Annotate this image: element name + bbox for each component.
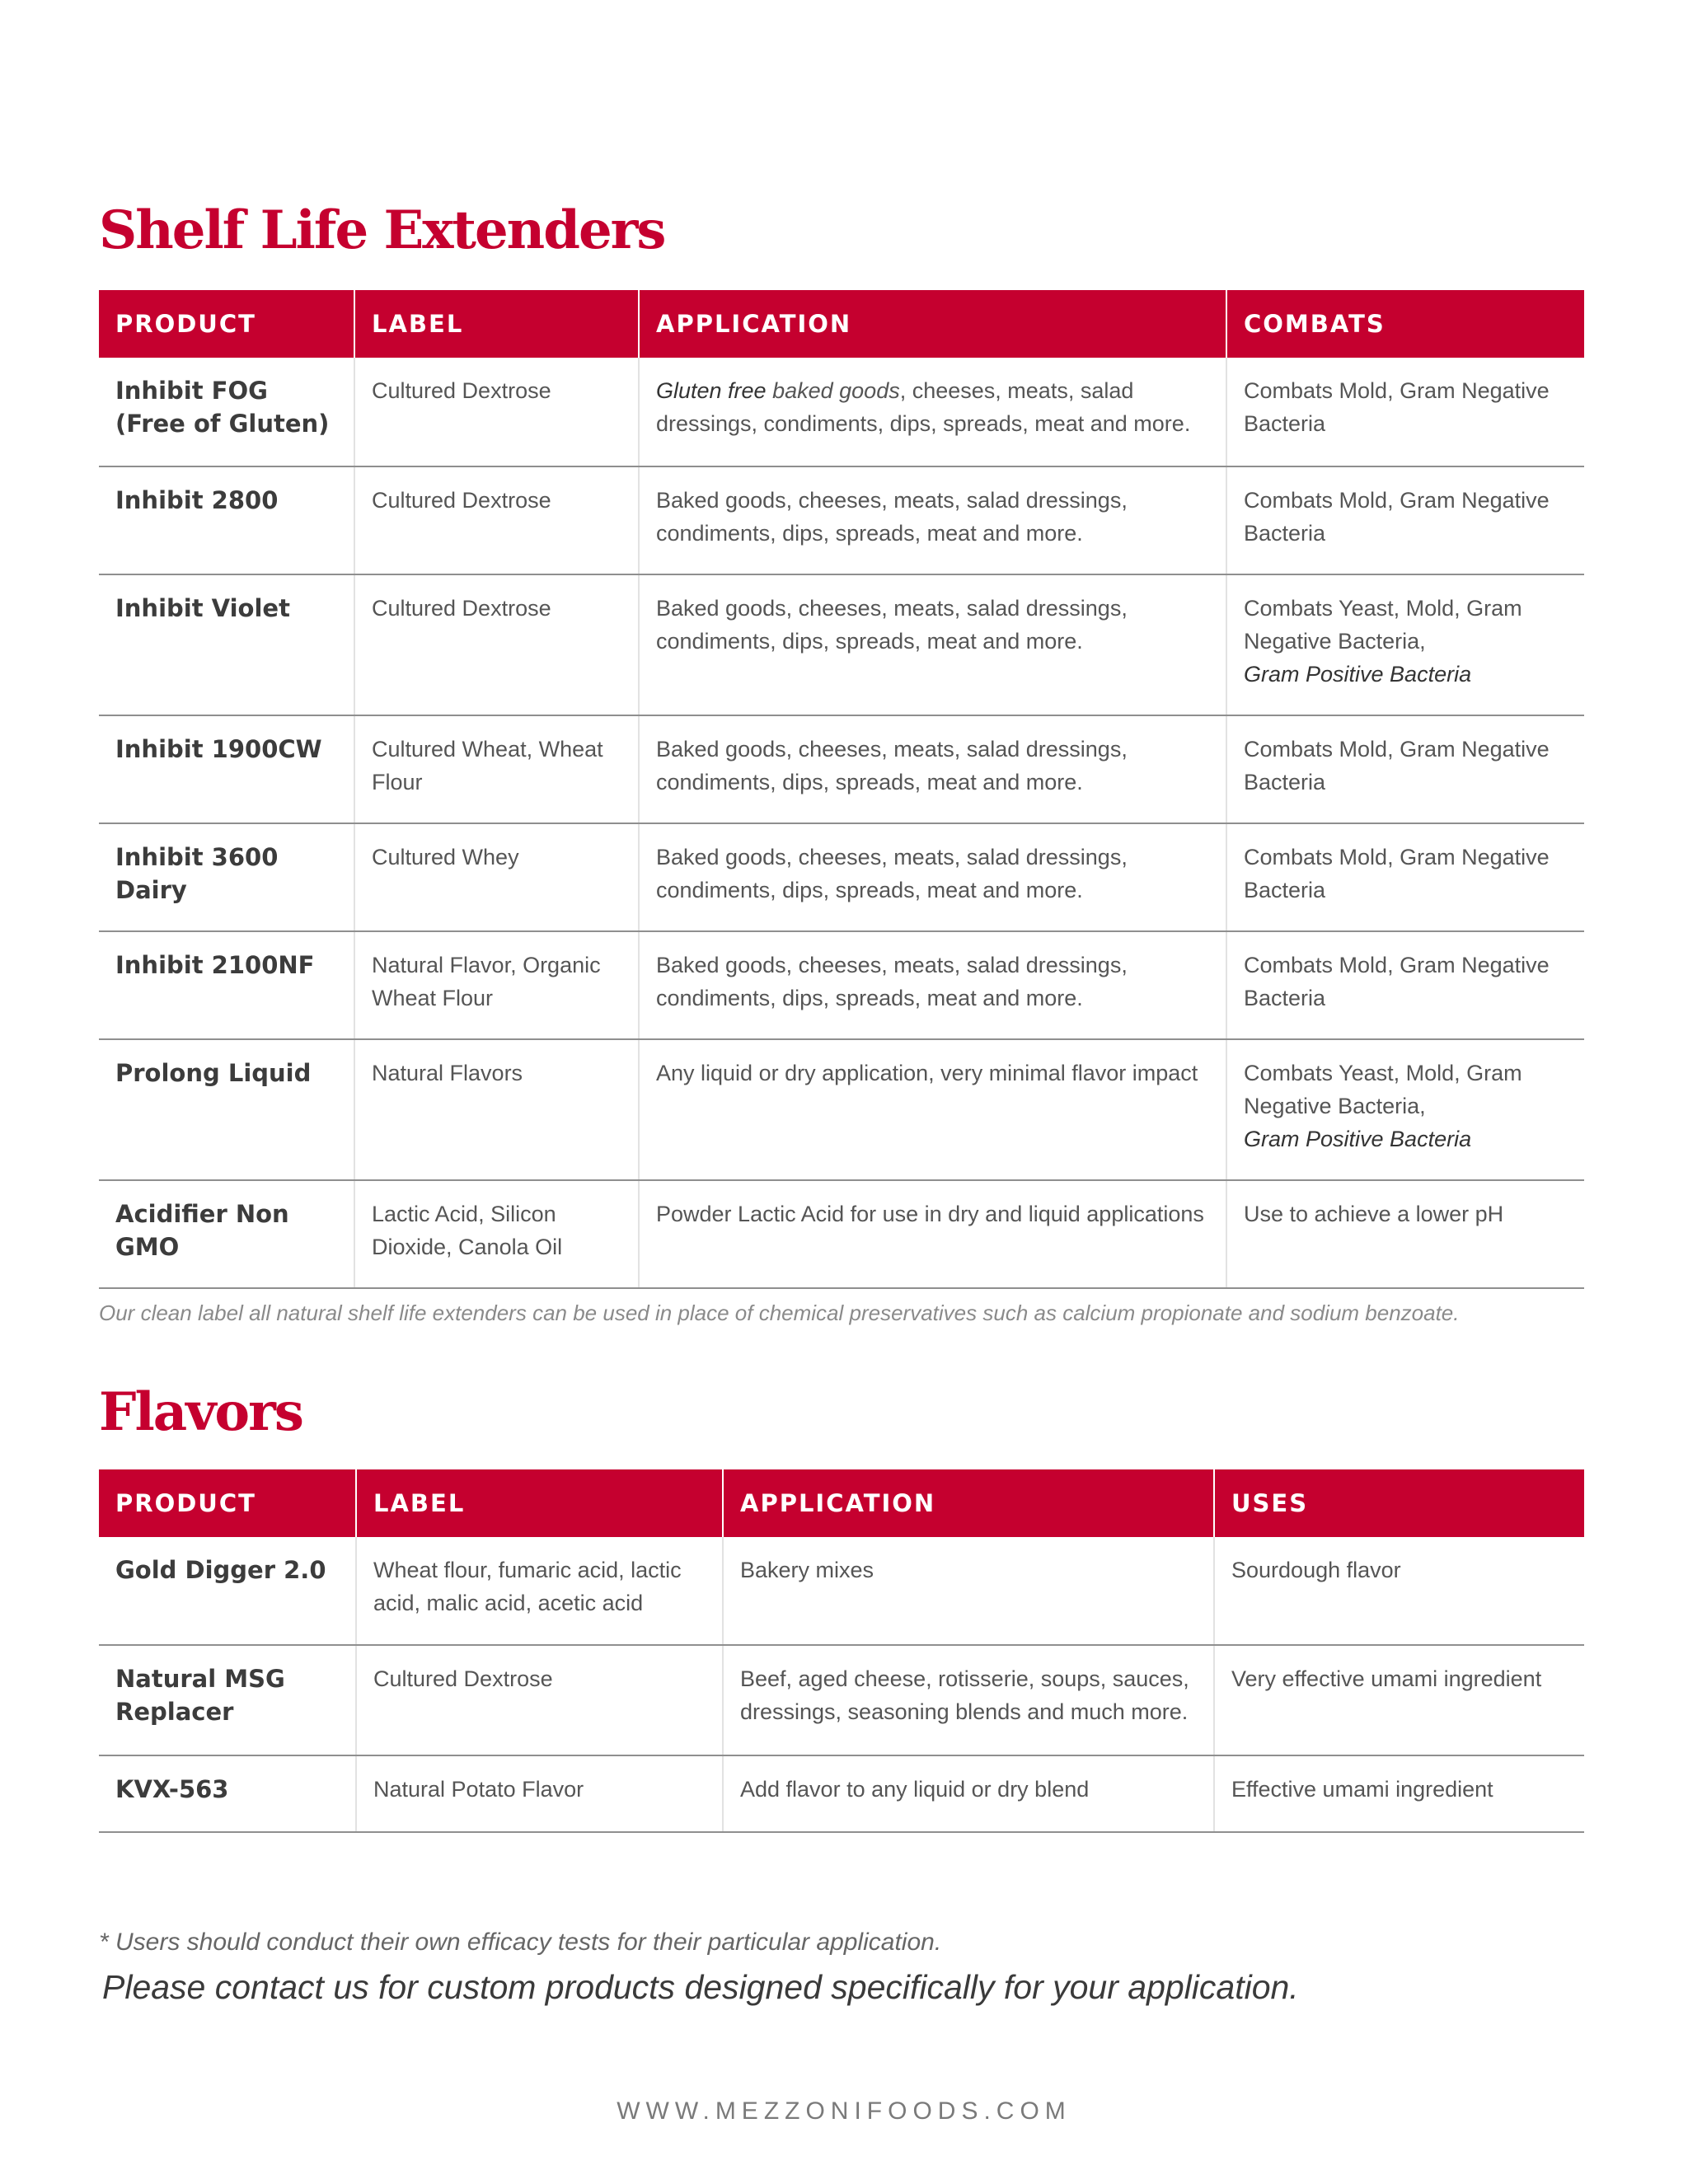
product-name: Acidifier Non GMO [99, 1180, 354, 1288]
application-text: , cheeses, meats, salad dressings, condiments, dips, spreads, meat and more. [656, 378, 1191, 436]
combats-text: Combats Yeast, Mold, Gram Negative Bacteria, [1244, 1061, 1522, 1118]
product-name: KVX-563 [99, 1755, 356, 1832]
product-name: Inhibit FOG (Free of Gluten) [99, 358, 354, 466]
flavors-title: Flavors [99, 1381, 302, 1443]
uses-cell: Effective umami ingredient [1214, 1755, 1584, 1832]
application-cell: Baked goods, cheeses, meats, salad dressings, condiments, dips, spreads, meat and more. [639, 823, 1226, 931]
combats-cell [1226, 574, 1584, 715]
product-name: Natural MSG Replacer [99, 1645, 356, 1755]
combats-text: Combats Mold, Gram Negative Bacteria [1244, 737, 1550, 794]
col-header-product: PRODUCT [99, 290, 354, 358]
col-header-application: APPLICATION [639, 290, 1226, 358]
product-name: Inhibit 2800 [99, 466, 354, 574]
label-cell: Cultured Dextrose [354, 574, 639, 715]
table-row [99, 1039, 1584, 1180]
application-cell [639, 358, 1226, 466]
col-header-combats: COMBATS [1226, 290, 1584, 358]
website-footer[interactable]: WWW.MEZZONIFOODS.COM [617, 2097, 1071, 2125]
uses-cell: Sourdough flavor [1214, 1537, 1584, 1645]
table-row [99, 1180, 1584, 1288]
table-header-row [99, 1469, 1584, 1537]
table-row [99, 574, 1584, 715]
col-header-uses: USES [1214, 1469, 1584, 1537]
application-emphasis: Gluten free [656, 378, 767, 403]
combats-text: Combats Yeast, Mold, Gram Negative Bacteria, [1244, 596, 1522, 654]
table-row [99, 466, 1584, 574]
combats-text: Use to achieve a lower pH [1244, 1202, 1504, 1226]
combats-text: Combats Mold, Gram Negative Bacteria [1244, 378, 1550, 436]
label-cell: Natural Flavor, Organic Wheat Flour [354, 931, 639, 1039]
product-name: Prolong Liquid [99, 1039, 354, 1180]
combats-cell [1226, 823, 1584, 931]
combats-cell [1226, 931, 1584, 1039]
combats-text: Combats Mold, Gram Negative Bacteria [1244, 845, 1550, 902]
label-cell: Cultured Dextrose [356, 1645, 723, 1755]
combats-cell [1226, 358, 1584, 466]
label-cell: Natural Flavors [354, 1039, 639, 1180]
application-cell: Baked goods, cheeses, meats, salad dressings, condiments, dips, spreads, meat and more. [639, 574, 1226, 715]
combats-cell [1226, 466, 1584, 574]
label-cell: Lactic Acid, Silicon Dioxide, Canola Oil [354, 1180, 639, 1288]
contact-message: Please contact us for custom products designed specifically for your application. [102, 1968, 1299, 2006]
col-header-product: PRODUCT [99, 1469, 356, 1537]
combats-cell [1226, 715, 1584, 823]
application-cell: Any liquid or dry application, very minimal flavor impact [639, 1039, 1226, 1180]
application-emphasis-2: baked goods [766, 378, 900, 403]
application-cell: Baked goods, cheeses, meats, salad dressings, condiments, dips, spreads, meat and more. [639, 931, 1226, 1039]
table-row [99, 931, 1584, 1039]
application-cell: Add flavor to any liquid or dry blend [723, 1755, 1214, 1832]
product-name: Gold Digger 2.0 [99, 1537, 356, 1645]
col-header-label: LABEL [354, 290, 639, 358]
flavors-table [99, 1469, 1584, 1833]
table-row [99, 1537, 1584, 1645]
table-row [99, 715, 1584, 823]
table-row [99, 1755, 1584, 1832]
shelf-life-title: Shelf Life Extenders [99, 199, 665, 261]
product-name: Inhibit Violet [99, 574, 354, 715]
application-cell: Baked goods, cheeses, meats, salad dressings, condiments, dips, spreads, meat and more. [639, 466, 1226, 574]
label-cell: Wheat flour, fumaric acid, lactic acid, malic acid, acetic acid [356, 1537, 723, 1645]
table-header-row [99, 290, 1584, 358]
label-cell: Cultured Dextrose [354, 466, 639, 574]
application-cell: Baked goods, cheeses, meats, salad dressings, condiments, dips, spreads, meat and more. [639, 715, 1226, 823]
combats-text: Combats Mold, Gram Negative Bacteria [1244, 953, 1550, 1010]
label-cell: Cultured Dextrose [354, 358, 639, 466]
uses-cell: Very effective umami ingredient [1214, 1645, 1584, 1755]
col-header-label: LABEL [356, 1469, 723, 1537]
table-row [99, 1645, 1584, 1755]
combats-cell [1226, 1039, 1584, 1180]
shelf-life-table [99, 290, 1584, 1289]
combats-cell [1226, 1180, 1584, 1288]
application-cell: Powder Lactic Acid for use in dry and liquid applications [639, 1180, 1226, 1288]
table-row [99, 358, 1584, 466]
product-name: Inhibit 3600 Dairy [99, 823, 354, 931]
efficacy-disclaimer: * Users should conduct their own efficacy tests for their particular application. [99, 1929, 942, 1956]
combats-text: Combats Mold, Gram Negative Bacteria [1244, 488, 1550, 546]
application-cell: Bakery mixes [723, 1537, 1214, 1645]
combats-extra: Gram Positive Bacteria [1244, 662, 1472, 687]
shelf-life-note: Our clean label all natural shelf life extenders can be used in place of chemical preservatives such as calcium propionate and sodium benzoate. [99, 1301, 1460, 1325]
label-cell: Natural Potato Flavor [356, 1755, 723, 1832]
table-row [99, 823, 1584, 931]
product-name: Inhibit 1900CW [99, 715, 354, 823]
col-header-application: APPLICATION [723, 1469, 1214, 1537]
label-cell: Cultured Whey [354, 823, 639, 931]
product-name: Inhibit 2100NF [99, 931, 354, 1039]
application-cell: Beef, aged cheese, rotisserie, soups, sauces, dressings, seasoning blends and much more. [723, 1645, 1214, 1755]
label-cell: Cultured Wheat, Wheat Flour [354, 715, 639, 823]
combats-extra: Gram Positive Bacteria [1244, 1127, 1472, 1151]
